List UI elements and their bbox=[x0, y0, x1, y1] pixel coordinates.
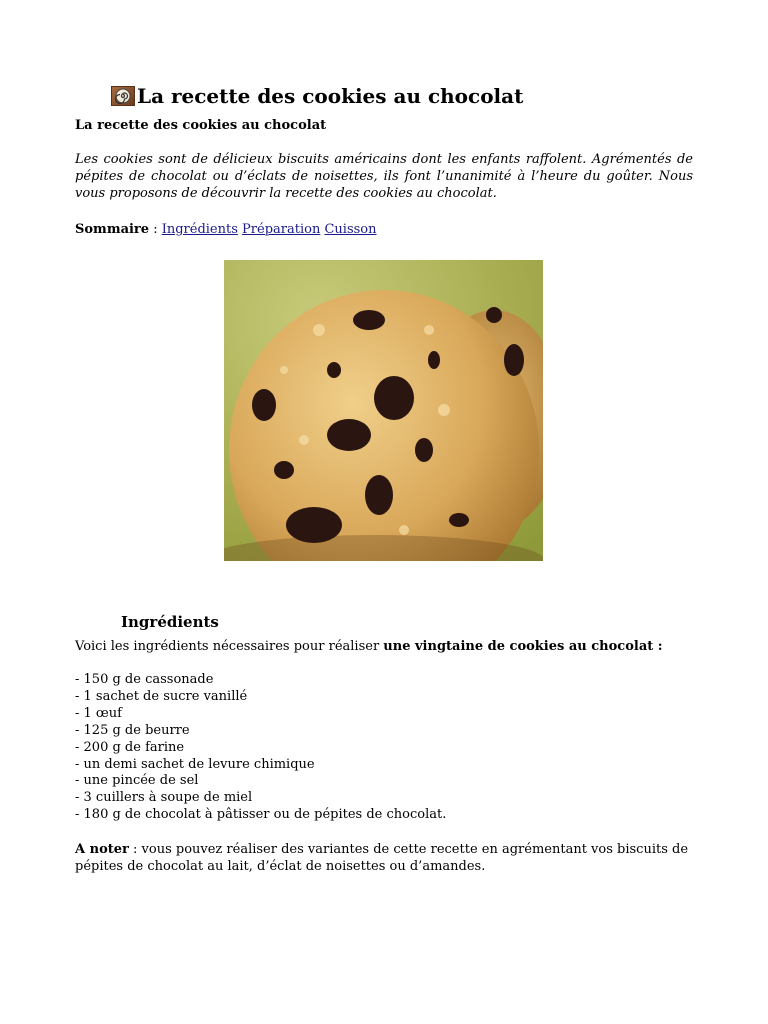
list-item: - 125 g de beurre bbox=[75, 722, 190, 738]
link-cuisson[interactable]: Cuisson bbox=[324, 222, 377, 237]
note-label: A noter bbox=[75, 842, 129, 857]
list-item: - 1 œuf bbox=[75, 705, 122, 721]
sommaire bbox=[75, 222, 377, 237]
sommaire-label: Sommaire bbox=[75, 222, 150, 237]
ingredients-lead-end: : bbox=[653, 639, 663, 654]
cookie-photo bbox=[224, 260, 543, 561]
ingredients-lead-text: Voici les ingrédients nécessaires pour réaliser bbox=[75, 639, 384, 654]
list-item: - 180 g de chocolat à pâtisser ou de pépites de chocolat. bbox=[75, 807, 447, 823]
subtitle: La recette des cookies au chocolat bbox=[75, 118, 327, 133]
list-item: - 200 g de farine bbox=[75, 739, 185, 755]
list-item: - 3 cuillers à soupe de miel bbox=[75, 790, 253, 806]
list-item: - une pincée de sel bbox=[75, 773, 199, 789]
ingredients-heading: Ingrédients bbox=[121, 613, 219, 631]
list-item: - un demi sachet de levure chimique bbox=[75, 756, 315, 772]
ingredients-list bbox=[75, 672, 446, 824]
intro-paragraph: Les cookies sont de délicieux biscuits américains dont les enfants raffolent. Agrémentés de pépites de chocolat ou d’éclats de noisettes, ils font l’unanimité à l’heure du goûter. Nous vous proposons de découvrir la recette des cookies au chocolat. bbox=[75, 152, 693, 201]
note-text: : vous pouvez réaliser des variantes de cette recette en agrémentant vos biscuits de pépites de chocolat au lait, d’éclat de noisettes ou d’amandes. bbox=[75, 842, 689, 874]
page-title bbox=[111, 84, 523, 108]
sommaire-separator: : bbox=[149, 222, 162, 237]
link-ingredients[interactable]: Ingrédients bbox=[161, 222, 238, 237]
link-preparation[interactable]: Préparation bbox=[242, 222, 321, 237]
list-item: - 1 sachet de sucre vanillé bbox=[75, 688, 248, 704]
page-title-text: La recette des cookies au chocolat bbox=[137, 84, 524, 108]
ingredients-lead bbox=[75, 639, 663, 654]
spiral-icon bbox=[111, 86, 135, 106]
ingredients-lead-bold: une vingtaine de cookies au chocolat bbox=[383, 639, 654, 654]
note-paragraph bbox=[75, 841, 693, 875]
list-item: - 150 g de cassonade bbox=[75, 672, 214, 687]
